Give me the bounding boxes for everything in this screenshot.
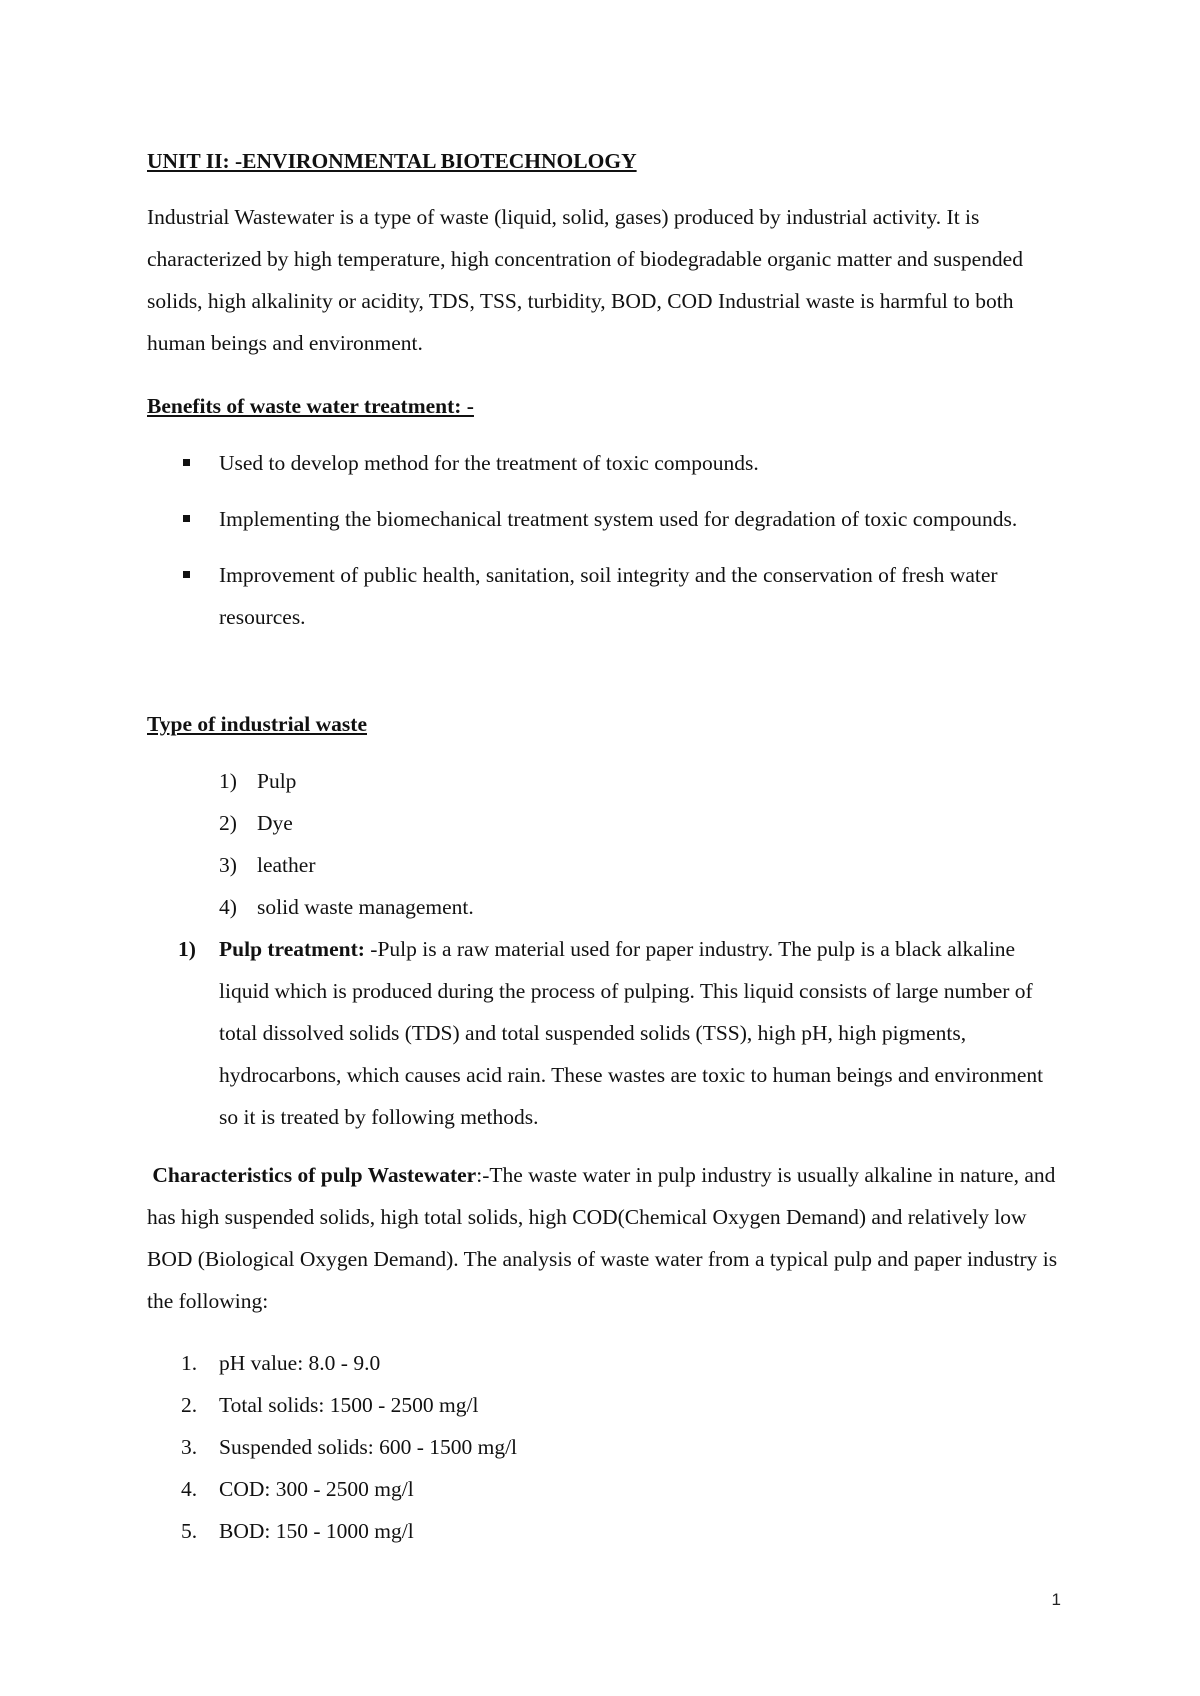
type-label: Dye — [257, 811, 293, 835]
list-item — [147, 1510, 847, 1552]
list-item — [147, 554, 1077, 638]
list-number: 3. — [181, 1435, 198, 1459]
list-number: 1. — [181, 1351, 198, 1375]
page-title: UNIT II: -ENVIRONMENTAL BIOTECHNOLOGY — [147, 149, 637, 173]
type-label: Pulp — [257, 769, 297, 793]
list-item — [147, 442, 1077, 484]
benefit-text: Improvement of public health, sanitation, soil integrity and the conservation of fresh water resources. — [219, 563, 998, 629]
benefits-heading: Benefits of waste water treatment: - — [147, 394, 474, 418]
page-number: 1 — [1051, 1590, 1061, 1609]
analysis-list — [147, 1342, 847, 1552]
list-item — [219, 760, 919, 802]
section-number: 1) — [178, 937, 196, 961]
list-item — [219, 844, 919, 886]
list-item — [219, 886, 919, 928]
list-number: 4) — [219, 895, 237, 919]
list-item — [147, 1426, 847, 1468]
analysis-value: BOD: 150 - 1000 mg/l — [219, 1519, 414, 1543]
type-label: solid waste management. — [257, 895, 474, 919]
pulp-treatment-section — [147, 928, 1067, 1138]
analysis-value: COD: 300 - 2500 mg/l — [219, 1477, 414, 1501]
benefit-text: Used to develop method for the treatment of toxic compounds. — [219, 451, 759, 475]
list-item — [219, 802, 919, 844]
intro-paragraph: Industrial Wastewater is a type of waste (liquid, solid, gases) produced by industrial activity. It is characterized by high temperature, high concentration of biodegradable organic matter and suspended solids, high alkalinity or acidity, TDS, TSS, turbidity, BOD, COD Industrial waste is harmful to both human beings and environment. — [147, 205, 1023, 355]
list-item — [147, 498, 1077, 540]
list-item — [147, 1384, 847, 1426]
pulp-treatment-heading: Pulp treatment: — [219, 937, 365, 961]
list-item — [147, 1468, 847, 1510]
benefit-text: Implementing the biomechanical treatment system used for degradation of toxic compounds. — [219, 507, 1018, 531]
list-number: 1) — [219, 769, 237, 793]
list-number: 2) — [219, 811, 237, 835]
list-number: 4. — [181, 1477, 198, 1501]
type-label: leather — [257, 853, 316, 877]
types-heading: Type of industrial waste — [147, 712, 367, 736]
benefits-list — [147, 442, 1077, 652]
types-list — [219, 760, 919, 928]
pulp-treatment-text: -Pulp is a raw material used for paper industry. The pulp is a black alkaline liquid which is produced during the process of pulping. This liquid consists of large number of total dissolved solids (TDS) and total suspended solids (TSS), high pH, high pigments, hydrocarbons, which causes acid rain. These wastes are toxic to human beings and environment so it is treated by following methods. — [219, 937, 1044, 1129]
list-item — [147, 1342, 847, 1384]
bullet-square-icon — [183, 515, 190, 522]
pulp-treatment-paragraph — [219, 928, 1067, 1138]
analysis-value: Total solids: 1500 - 2500 mg/l — [219, 1393, 479, 1417]
characteristics-text: :-The waste water in pulp industry is usually alkaline in nature, and has high suspended solids, high total solids, high COD(Chemical Oxygen Demand) and relatively low BOD (Biological Oxygen Demand). The analysis of waste water from a typical pulp and paper industry is the following: — [147, 1163, 1058, 1313]
characteristics-heading: Characteristics of pulp Wastewater — [152, 1163, 477, 1187]
bullet-square-icon — [183, 459, 190, 466]
analysis-value: Suspended solids: 600 - 1500 mg/l — [219, 1435, 518, 1459]
list-number: 3) — [219, 853, 237, 877]
list-number: 5. — [181, 1519, 198, 1543]
characteristics-paragraph — [147, 1154, 1077, 1322]
bullet-square-icon — [183, 571, 190, 578]
list-number: 2. — [181, 1393, 198, 1417]
analysis-value: pH value: 8.0 - 9.0 — [219, 1351, 381, 1375]
